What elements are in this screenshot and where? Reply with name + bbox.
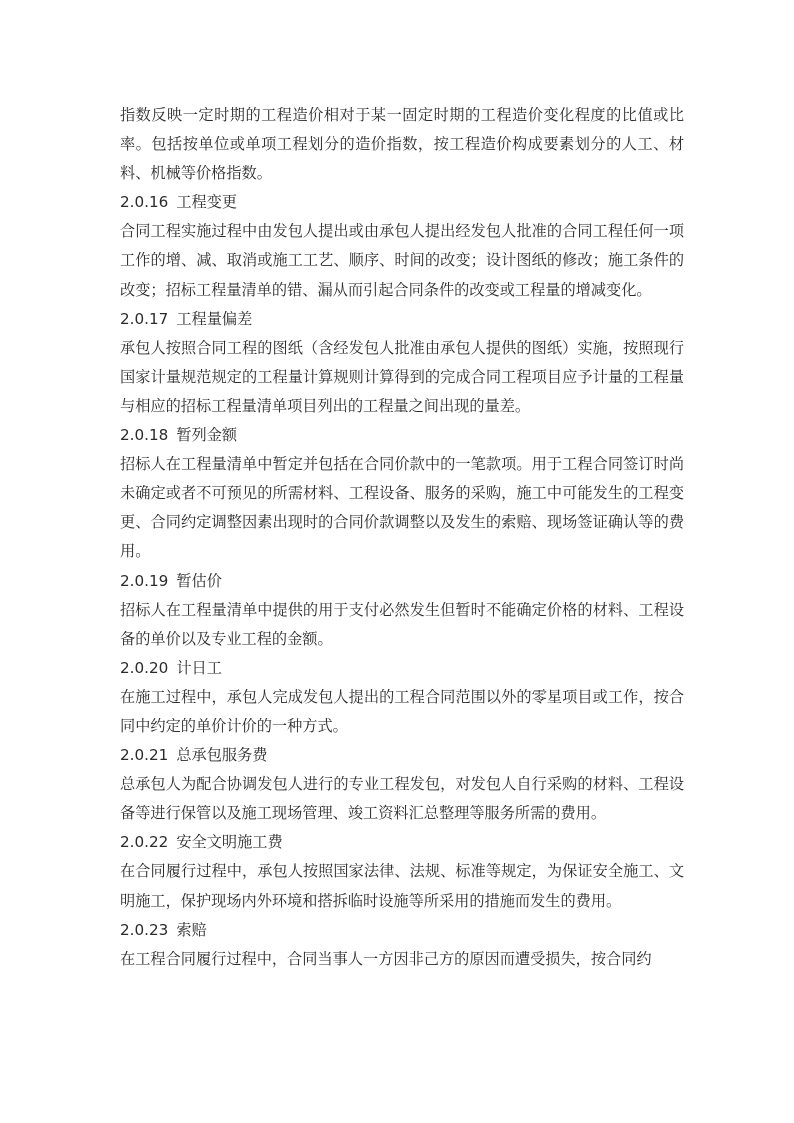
section-heading-2-0-19 (120, 567, 684, 596)
paragraph-provisional-estimate: 招标人在工程量清单中提供的用于支付必然发生但暂时不能确定价格的材料、工程设备的单价以及专业工程的金额。 (120, 600, 684, 648)
section-title: 工程变更 (176, 193, 238, 212)
paragraph-main-contractor-fee: 总承包人为配合协调发包人进行的专业工程发包，对发包人自行采购的材料、工程设备等进行保管以及施工现场管理、竣工资料汇总整理等服务所需的费用。 (120, 775, 684, 823)
section-heading-2-0-17 (120, 305, 684, 334)
paragraph-safety-civilized-fee: 在合同履行过程中，承包人按照国家法律、法规、标准等规定，为保证安全施工、文明施工，保护现场内外环境和搭拆临时设施等所采用的措施而发生的费用。 (120, 862, 684, 910)
section-title: 计日工 (176, 658, 222, 677)
section-title: 暂估价 (176, 571, 222, 590)
section-title: 安全文明施工费 (176, 833, 283, 852)
section-heading-2-0-23 (120, 916, 684, 945)
paragraph-daywork: 在施工过程中，承包人完成发包人提出的工程合同范围以外的零星项目或工作，按合同中约定的单价计价的一种方式。 (120, 687, 684, 735)
section-number: 2.0.18 (120, 426, 169, 445)
section-heading-2-0-20 (120, 654, 684, 683)
section-number: 2.0.21 (120, 746, 169, 765)
section-heading-2-0-22 (120, 828, 684, 857)
paragraph-quantity-deviation: 承包人按照合同工程的图纸（含经发包人批准由承包人提供的图纸）实施，按照现行国家计量规范规定的工程量计算规则计算得到的完成合同工程项目应予计量的工程量与相应的招标工程量清单项目列出的工程量之间出现的量差。 (120, 338, 684, 415)
section-title: 索赔 (176, 920, 207, 939)
section-number: 2.0.23 (120, 920, 169, 939)
section-number: 2.0.17 (120, 309, 169, 328)
section-number: 2.0.16 (120, 193, 169, 212)
paragraph-price-index-definition: 指数反映一定时期的工程造价相对于某一固定时期的工程造价变化程度的比值或比率。包括按单位或单项工程划分的造价指数，按工程造价构成要素划分的人工、材料、机械等价格指数。 (120, 106, 684, 183)
document-page (120, 101, 684, 974)
section-number: 2.0.22 (120, 833, 169, 852)
section-heading-2-0-18 (120, 421, 684, 450)
section-title: 总承包服务费 (176, 746, 268, 765)
section-number: 2.0.20 (120, 658, 169, 677)
section-number: 2.0.19 (120, 571, 169, 590)
section-heading-2-0-16 (120, 188, 684, 217)
section-title: 暂列金额 (176, 426, 238, 445)
section-title: 工程量偏差 (176, 309, 253, 328)
paragraph-provisional-sum: 招标人在工程量清单中暂定并包括在合同价款中的一笔款项。用于工程合同签订时尚未确定或者不可预见的所需材料、工程设备、服务的采购，施工中可能发生的工程变更、合同约定调整因素出现时的合同价款调整以及发生的索赔、现场签证确认等的费用。 (120, 455, 684, 561)
section-heading-2-0-21 (120, 741, 684, 770)
paragraph-engineering-change: 合同工程实施过程中由发包人提出或由承包人提出经发包人批准的合同工程任何一项工作的增、减、取消或施工工艺、顺序、时间的改变；设计图纸的修改；施工条件的改变；招标工程量清单的错、漏从而引起合同条件的改变或工程量的增减变化。 (120, 222, 684, 299)
paragraph-claim: 在工程合同履行过程中，合同当事人一方因非己方的原因而遭受损失，按合同约 (120, 949, 652, 968)
